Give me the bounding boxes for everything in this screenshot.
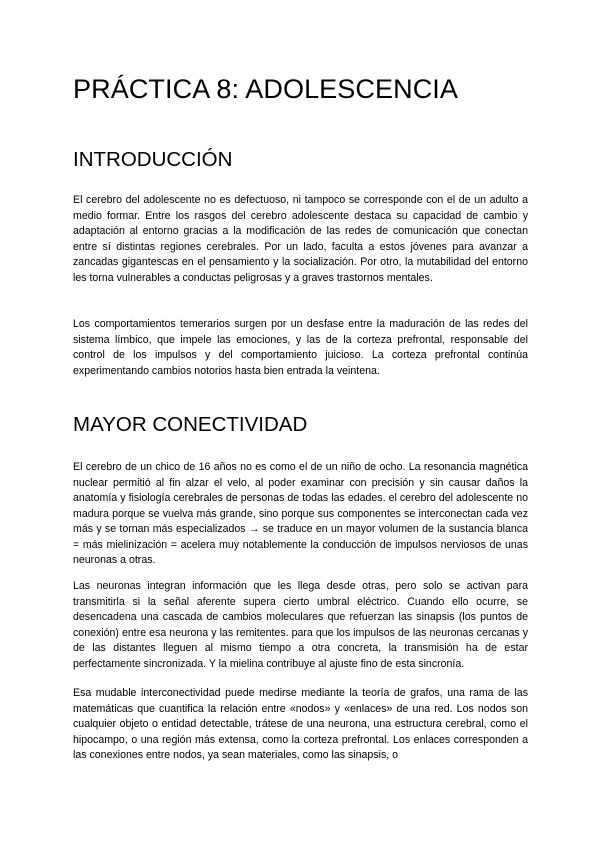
paragraph: El cerebro del adolescente no es defectuoso, ni tampoco se corresponde con el de un adulto a medio formar. Entre los rasgos del cerebro adolescente destaca su capacidad de cambio y adaptación al entorno gracias a la modificación de las redes de comunicación que conectan entre sí distintas regiones cerebrales. Por un lado, faculta a estos jóvenes para avanzar a zancadas gigantescas en el pensamiento y la socialización. Por otro, la mutabilidad del entorno les torna vulnerables a conductas peligrosas y a graves trastornos mentales. bbox=[73, 194, 528, 284]
section-heading-mayor-conectividad: MAYOR CONECTIVIDAD bbox=[73, 413, 308, 436]
paragraph: Esa mudable interconectividad puede medirse mediante la teoría de grafos, una rama de las matemáticas que cuantifica la relación entre «nodos» y «enlaces» de una red. Los nodos son cualquier objeto o entidad detectable, trátese de una neurona, una estructura cerebral, como el hipocampo, o una región más extensa, como la corteza prefrontal. Los enlaces corresponden a las conexiones entre nodos, ya sean materiales, como las sinapsis, o bbox=[73, 687, 528, 761]
section-heading-introduccion: INTRODUCCIÓN bbox=[73, 148, 233, 171]
paragraph: Las neuronas integran información que les llega desde otras, pero solo se activan para transmitirla si la señal aferente supera cierto umbral eléctrico. Cuando ello ocurre, se desencadena una cascada de cambios moleculares que refuerzan las sinapsis (los puntos de conexión) entre esa neurona y las remitentes. para que los impulsos de las neuronas cercanas y de las distantes lleguen al mismo tiempo a otra concreta, la transmisión ha de estar perfectamente sincronizada. Y la mielina contribuye al ajuste fino de esta sincronía. bbox=[73, 580, 528, 670]
paragraph: Los comportamientos temerarios surgen por un desfase entre la maduración de las redes del sistema límbico, que impele las emociones, y las de la corteza prefrontal, responsable del control de los impulsos y del comportamiento juicioso. La corteza prefrontal continúa experimentando cambios notorios hasta bien entrada la veintena. bbox=[73, 318, 528, 377]
document-title: PRÁCTICA 8: ADOLESCENCIA bbox=[73, 74, 459, 104]
paragraph: El cerebro de un chico de 16 años no es como el de un niño de ocho. La resonancia magnética nuclear permitió al fin alzar el velo, al poder examinar con precisión y sin causar daños la anatomía y fisiología cerebrales de personas de todas las edades. el cerebro del adolescente no madura porque se vuelva más grande, sino porque sus componentes se interconectan cada vez más y se tornan más especializados → se traduce en un mayor volumen de la sustancia blanca = más mielinización = acelera muy notablemente la conducción de impulsos nerviosos de unas neuronas a otras. bbox=[73, 461, 528, 566]
